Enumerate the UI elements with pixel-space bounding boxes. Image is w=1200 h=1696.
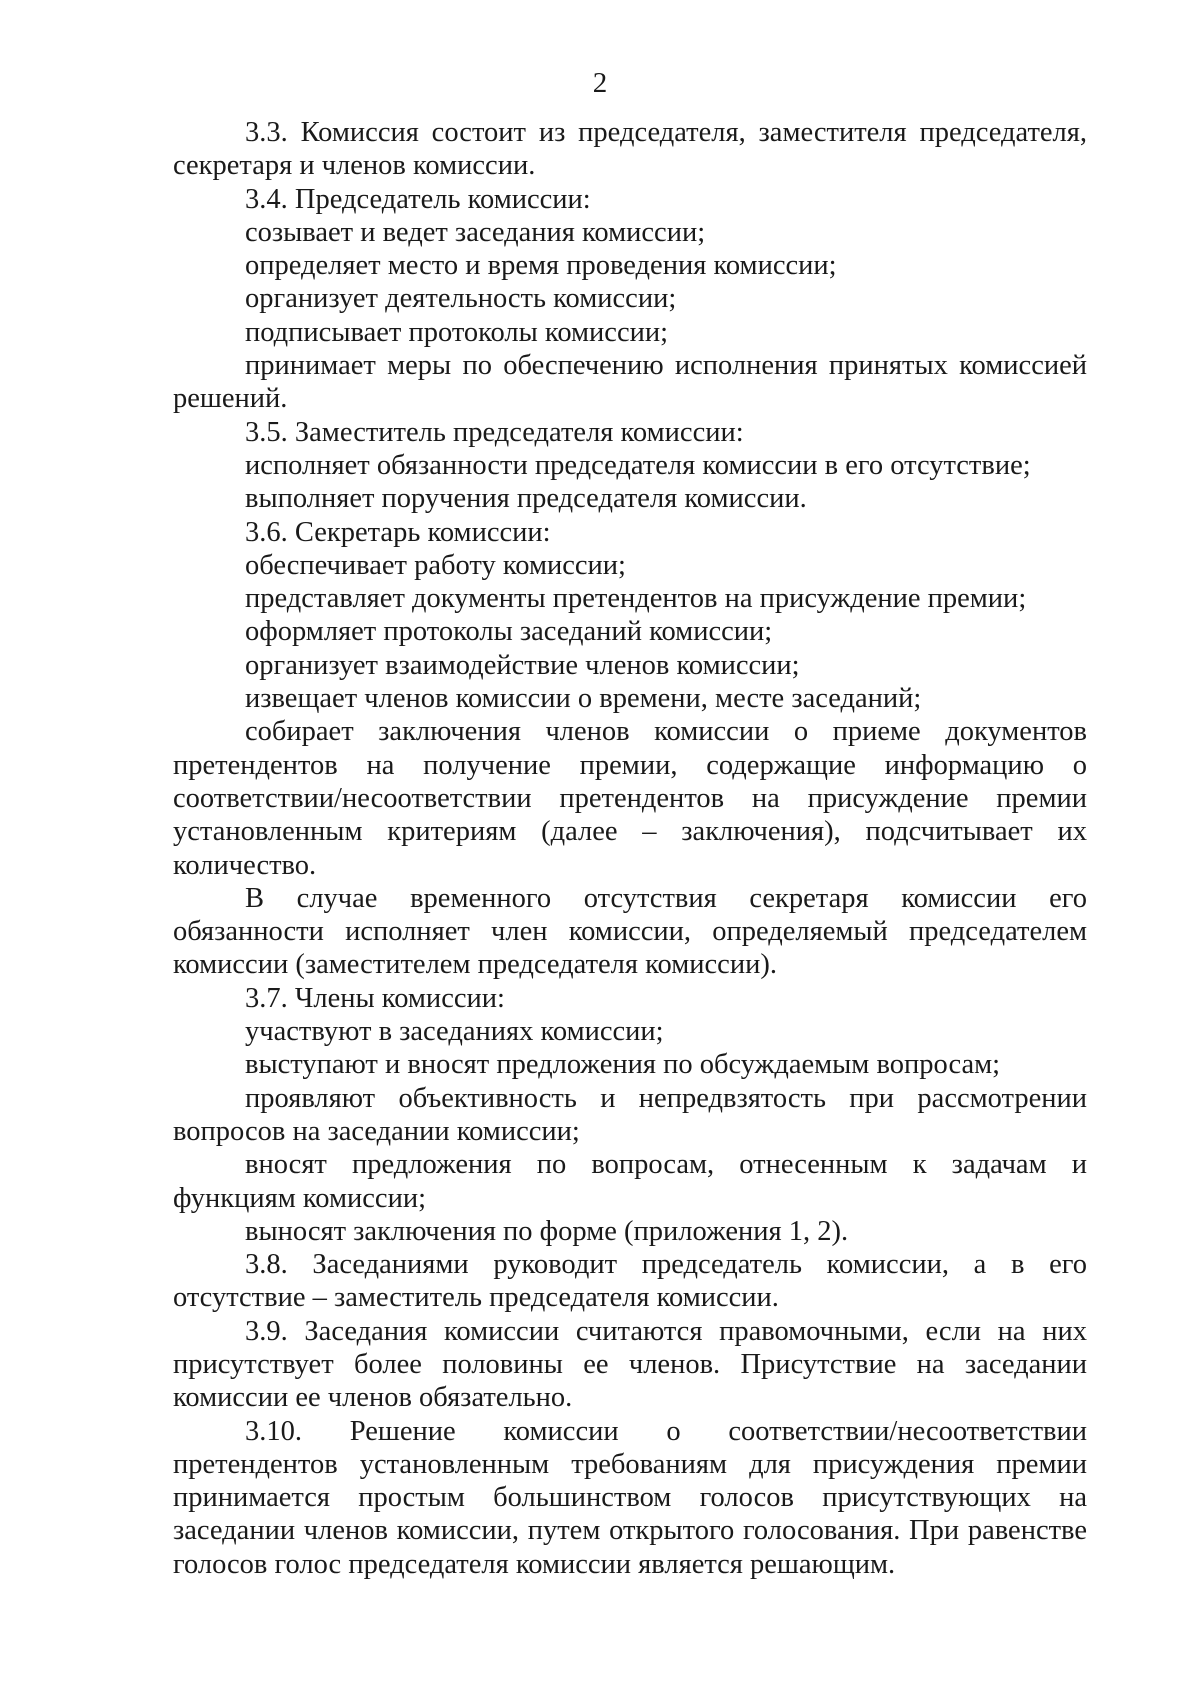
- list-item: принимает меры по обеспечению исполнения принятых комиссией решений.: [173, 350, 1087, 415]
- list-item: участвуют в заседаниях комиссии;: [245, 1016, 664, 1048]
- list-item: организует взаимодействие членов комиссии;: [245, 649, 800, 681]
- paragraph-3-5-heading: 3.5. Заместитель председателя комиссии:: [245, 416, 744, 448]
- paragraph-3-3: 3.3. Комиссия состоит из председателя, заместителя председателя, секретаря и членов комиссии.: [173, 117, 1087, 182]
- page-number: 2: [592, 67, 608, 99]
- list-item: исполняет обязанности председателя комиссии в его отсутствие;: [245, 449, 1031, 481]
- paragraph-3-10: 3.10. Решение комиссии о соответствии/несоответствии претендентов установленным требованиям для присуждения премии принимается простым большинством голосов присутствующих на заседании членов комиссии, путем открытого голосования. При равенстве голосов голос председателя комиссии является решающим.: [173, 1415, 1087, 1580]
- paragraph-3-7-heading: 3.7. Члены комиссии:: [245, 982, 505, 1014]
- paragraph-3-6-heading: 3.6. Секретарь комиссии:: [245, 516, 551, 548]
- list-item: выносят заключения по форме (приложения 1, 2).: [245, 1215, 849, 1247]
- paragraph-3-8: 3.8. Заседаниями руководит председатель комиссии, а в его отсутствие – заместитель председателя комиссии.: [173, 1249, 1087, 1314]
- list-item: вносят предложения по вопросам, отнесенным к задачам и функциям комиссии;: [173, 1149, 1087, 1214]
- list-item: собирает заключения членов комиссии о приеме документов претендентов на получение премии, содержащие информацию о соответствии/несоответствии претендентов на присуждение премии установленным критериям (далее – заключения), подсчитывает их количество.: [173, 716, 1087, 881]
- paragraph-3-4-heading: 3.4. Председатель комиссии:: [245, 183, 591, 215]
- paragraph-3-9: 3.9. Заседания комиссии считаются правомочными, если на них присутствует более половины ее членов. Присутствие на заседании комиссии ее членов обязательно.: [173, 1315, 1087, 1414]
- list-item: выполняет поручения председателя комиссии.: [245, 483, 807, 515]
- list-item: извещает членов комиссии о времени, месте заседаний;: [245, 683, 922, 715]
- list-item: оформляет протоколы заседаний комиссии;: [245, 616, 773, 648]
- list-item: выступают и вносят предложения по обсуждаемым вопросам;: [245, 1049, 1001, 1081]
- list-item: представляет документы претендентов на присуждение премии;: [245, 583, 1027, 615]
- list-item: обеспечивает работу комиссии;: [245, 549, 626, 581]
- document-body: [173, 116, 1087, 1581]
- list-item: определяет место и время проведения комиссии;: [245, 250, 837, 282]
- paragraph-secretary-absence: В случае временного отсутствия секретаря комиссии его обязанности исполняет член комиссии, определяемый председателем комиссии (заместителем председателя комиссии).: [173, 882, 1087, 981]
- list-item: подписывает протоколы комиссии;: [245, 316, 669, 348]
- list-item: организует деятельность комиссии;: [245, 283, 677, 315]
- list-item: созывает и ведет заседания комиссии;: [245, 216, 706, 248]
- list-item: проявляют объективность и непредвзятость при рассмотрении вопросов на заседании комиссии;: [173, 1082, 1087, 1147]
